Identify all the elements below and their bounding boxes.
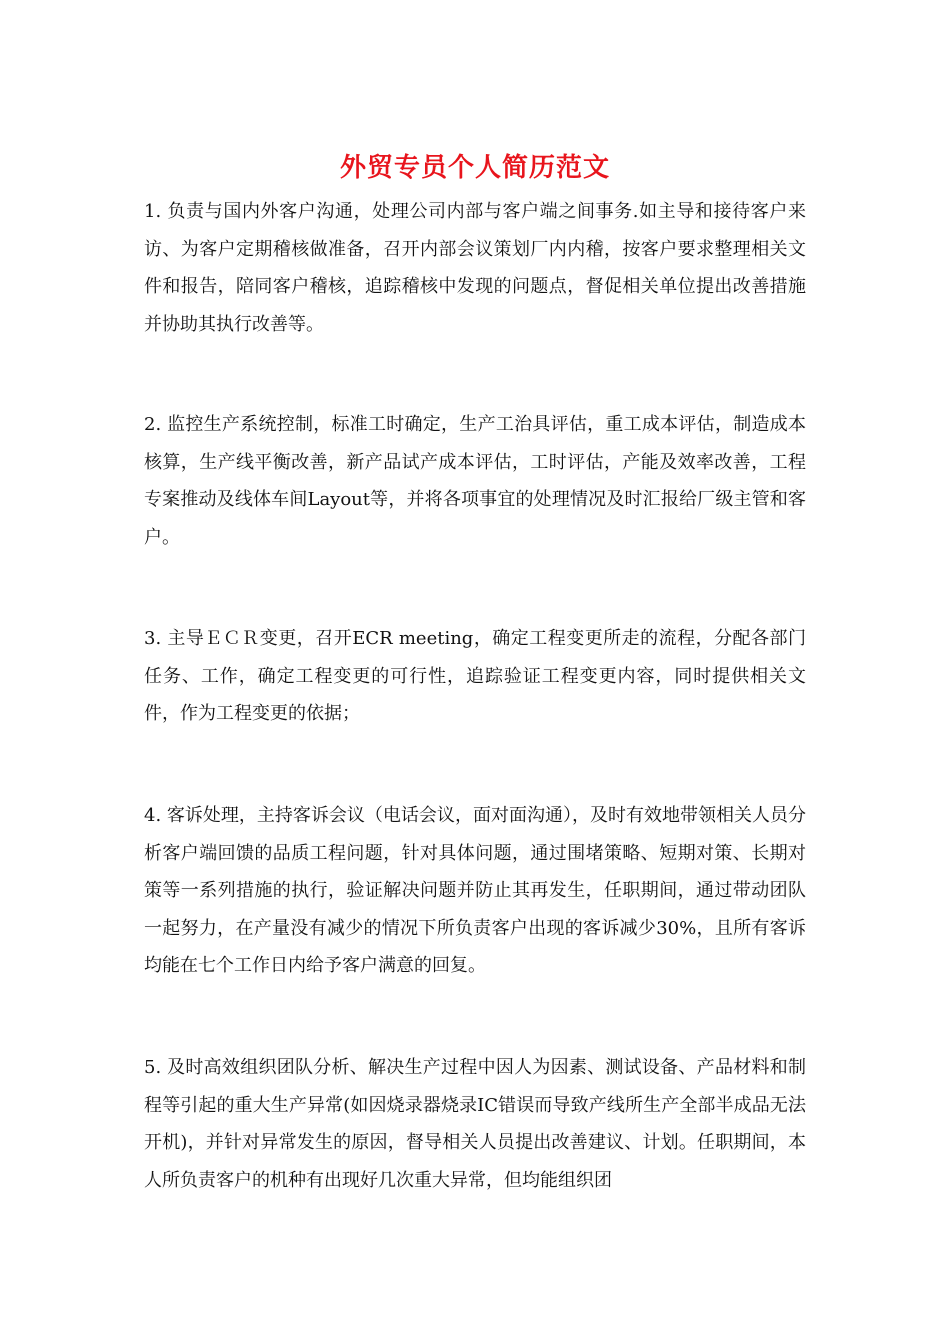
paragraph-3: 3. 主导ＥＣＲ变更，召开ECR meeting，确定工程变更所走的流程，分配各部门任务、工作，确定工程变更的可行性，追踪验证工程变更内容，同时提供相关文件，作为工程变更的依据； bbox=[144, 628, 806, 724]
paragraph-1: 1. 负责与国内外客户沟通，处理公司内部与客户端之间事务.如主导和接待客户来访、为客户定期稽核做准备，召开内部会议策划厂内内稽，按客户要求整理相关文件和报告，陪同客户稽核，追踪稽核中发现的问题点，督促相关单位提出改善措施并协助其执行改善等。 bbox=[144, 201, 806, 335]
paragraph-4: 4. 客诉处理，主持客诉会议（电话会议，面对面沟通），及时有效地带领相关人员分析客户端回馈的品质工程问题，针对具体问题，通过围堵策略、短期对策、长期对策等一系列措施的执行，验证解决问题并防止其再发生，任职期间，通过带动团队一起努力，在产量没有减少的情况下所负责客户出现的客诉减少30%，且所有客诉均能在七个工作日内给予客户满意的回复。 bbox=[144, 805, 806, 976]
paragraph-2: 2. 监控生产系统控制，标准工时确定，生产工治具评估，重工成本评估，制造成本核算，生产线平衡改善，新产品试产成本评估，工时评估，产能及效率改善，工程专案推动及线体车间Layout等，并将各项事宜的处理情况及时汇报给厂级主管和客户。 bbox=[144, 414, 806, 548]
document-title: 外贸专员个人简历范文 bbox=[339, 153, 610, 183]
paragraph-5: 5. 及时高效组织团队分析、解决生产过程中因人为因素、测试设备、产品材料和制程等引起的重大生产异常(如因烧录器烧录IC错误而导致产线所生产全部半成品无法开机)，并针对异常发生的原因，督导相关人员提出改善建议、计划。任职期间，本人所负责客户的机种有出现好几次重大异常，但均能组织团 bbox=[144, 1057, 806, 1191]
